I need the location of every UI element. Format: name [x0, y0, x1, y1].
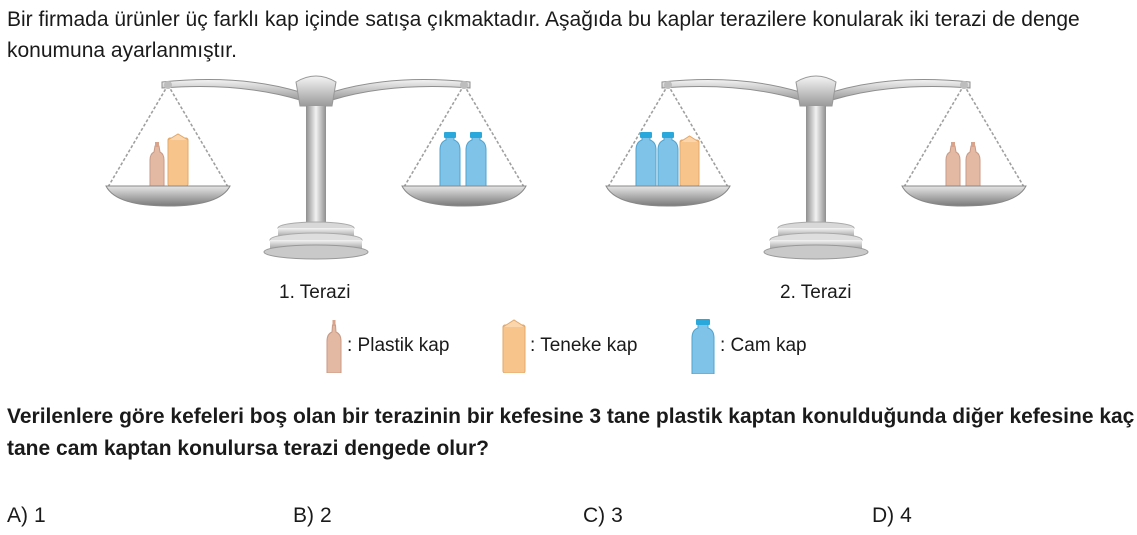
scale-2-caption: 2. Terazi	[780, 282, 852, 303]
plastic-bottle-icon	[150, 142, 164, 186]
option-d[interactable]	[872, 504, 912, 528]
glass-bottle-icon	[466, 132, 486, 186]
option-c[interactable]	[583, 504, 623, 528]
balance-scale-2	[600, 68, 1030, 268]
option-a-value: 1	[34, 504, 46, 527]
intro-text: Bir firmada ürünler üç farklı kap içinde satışa çıkmaktadır. Aşağıda bu kaplar terazilere konularak iki terazi de denge konumuna ayarlanmıştır.	[7, 8, 1080, 62]
legend-glass-label: : Cam kap	[720, 335, 807, 356]
option-d-value: 4	[900, 504, 912, 527]
glass-bottle-icon	[636, 132, 656, 186]
legend-plastic	[325, 318, 449, 374]
legend-tin-label: : Teneke kap	[530, 335, 638, 356]
option-b-value: 2	[320, 504, 332, 527]
option-c-value: 3	[611, 504, 623, 527]
option-a-letter: A)	[7, 504, 28, 527]
option-b[interactable]	[293, 504, 332, 528]
option-d-letter: D)	[872, 504, 895, 527]
legend-tin	[502, 318, 637, 374]
balance-scale-1	[100, 68, 530, 268]
tin-can-icon	[680, 136, 699, 186]
plastic-bottle-icon	[966, 142, 980, 186]
scale-1-caption: 1. Terazi	[279, 282, 351, 303]
tin-can-icon	[168, 134, 188, 186]
option-c-letter: C)	[583, 504, 606, 527]
glass-bottle-icon	[658, 132, 678, 186]
glass-bottle-icon	[440, 132, 460, 186]
legend-plastic-label: : Plastik kap	[347, 335, 450, 356]
question-text: Verilenlere göre kefeleri boş olan bir terazinin bir kefesine 3 tane plastik kaptan konulduğunda diğer kefesine kaç tane cam kaptan konulursa terazi dengede olur?	[7, 405, 1135, 460]
option-a[interactable]	[7, 504, 46, 528]
option-b-letter: B)	[293, 504, 314, 527]
tin-can-icon	[502, 319, 526, 373]
glass-bottle-icon	[690, 318, 716, 374]
legend-glass	[690, 318, 807, 374]
plastic-bottle-icon	[325, 319, 343, 373]
plastic-bottle-icon	[946, 142, 960, 186]
